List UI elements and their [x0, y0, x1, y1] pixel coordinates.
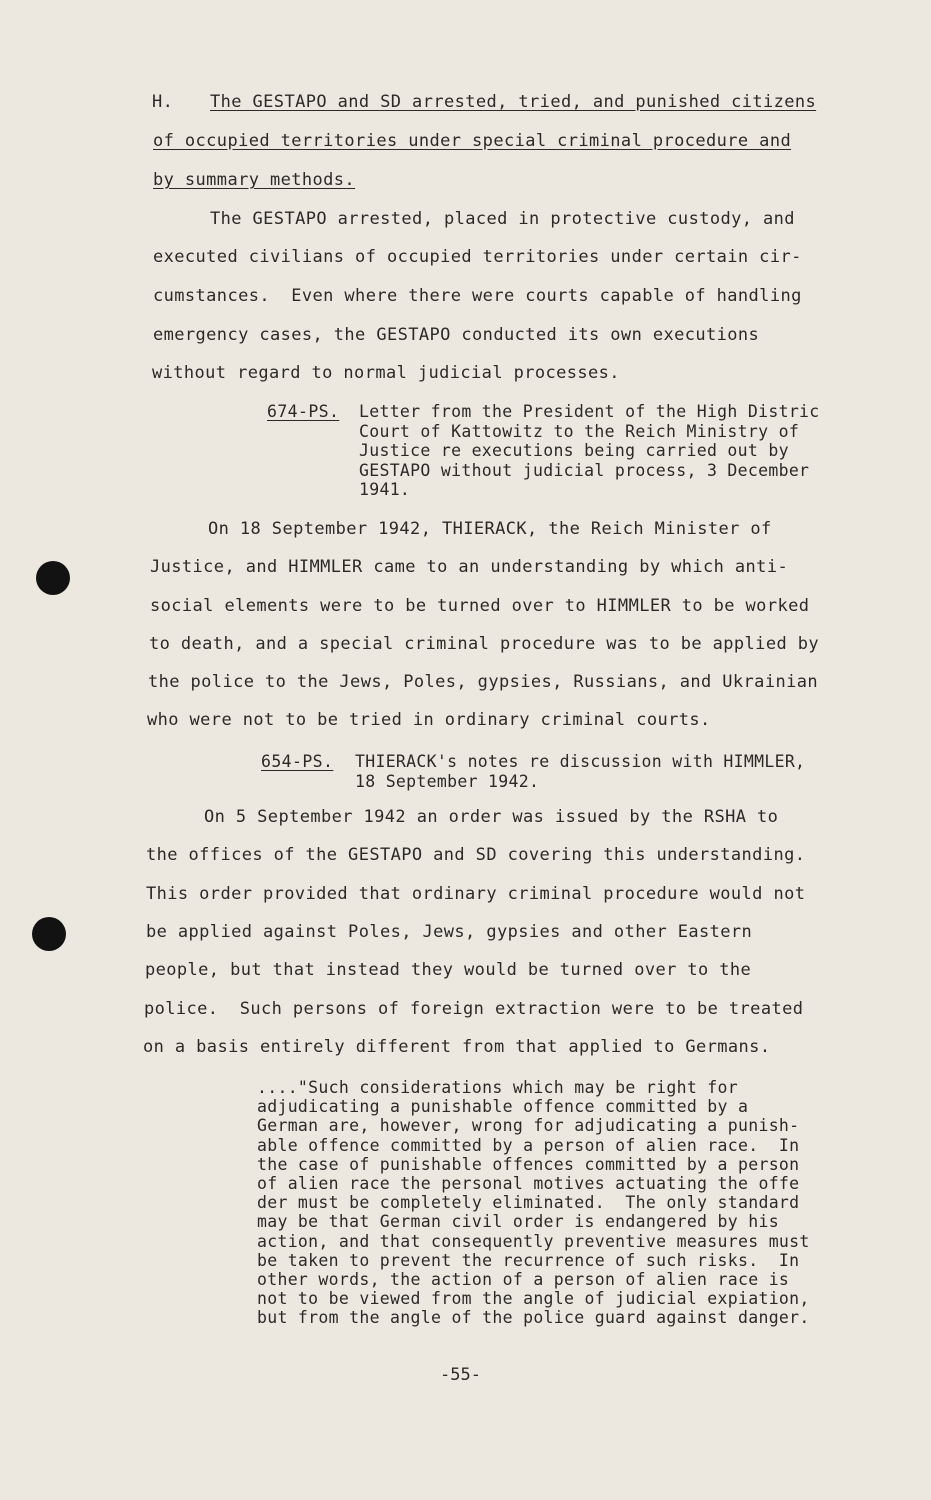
paragraph-1-line: without regard to normal judicial processes. — [152, 363, 620, 383]
citation-ref: 674-PS. — [267, 402, 340, 421]
paragraph-3-line: This order provided that ordinary criminal procedure would not — [146, 884, 806, 904]
citation-text: THIERACK's notes re discussion with HIMMLER, 18 September 1942. — [355, 752, 806, 791]
paragraph-3-line: be applied against Poles, Jews, gypsies and other Eastern — [146, 922, 753, 942]
section-letter: H. — [152, 92, 174, 112]
citation-ref: 654-PS. — [261, 752, 334, 771]
paragraph-1-line: emergency cases, the GESTAPO conducted its own executions — [153, 325, 760, 345]
section-heading-line-3: by summary methods. — [153, 170, 356, 190]
paragraph-2-line: Justice, and HIMMLER came to an understanding by which anti- — [150, 557, 789, 577]
paragraph-1-line: The GESTAPO arrested, placed in protective custody, and — [210, 209, 795, 229]
paragraph-3-line: people, but that instead they would be turned over to the — [145, 960, 752, 980]
paragraph-3-line: the offices of the GESTAPO and SD covering this understanding. — [146, 845, 806, 865]
page-number: -55- — [440, 1365, 481, 1385]
paragraph-2-line: the police to the Jews, Poles, gypsies, Russians, and Ukrainian — [148, 672, 818, 692]
block-quote: ...."Such considerations which may be right for adjudicating a punishable offence committed by a German are, however, wrong for adjudicating a punish- able offence committed by a person of alien race. In the case of punishable offences committed by a person of alien race the personal motives actuating the offe der must be completely eliminated. The only standard may be that German civil order is endangered by his action, and that consequently preventive measures must be taken to prevent the recurrence of such risks. In other words, the action of a person of alien race is not to be viewed from the angle of judicial expiation, but from the angle of the police guard against danger. — [257, 1078, 810, 1328]
punch-hole-top — [36, 561, 70, 595]
paragraph-1-line: executed civilians of occupied territories under certain cir- — [153, 247, 802, 267]
paragraph-2-line: who were not to be tried in ordinary criminal courts. — [147, 710, 711, 730]
section-heading-line-2: of occupied territories under special criminal procedure and — [153, 131, 792, 151]
paragraph-2-line: On 18 September 1942, THIERACK, the Reich Minister of — [208, 519, 772, 539]
punch-hole-bottom — [32, 917, 66, 951]
section-heading-line-1: The GESTAPO and SD arrested, tried, and punished citizens — [210, 92, 817, 112]
paragraph-2-line: social elements were to be turned over to HIMMLER to be worked — [150, 596, 810, 616]
paragraph-2-line: to death, and a special criminal procedure was to be applied by — [149, 634, 819, 654]
paragraph-3-line: police. Such persons of foreign extraction were to be treated — [144, 999, 804, 1019]
citation-text: Letter from the President of the High Distric Court of Kattowitz to the Reich Ministry of Justice re executions being carried out by GESTAPO without judicial process, 3 December 1941. — [359, 402, 820, 499]
paragraph-3-line: on a basis entirely different from that applied to Germans. — [143, 1037, 771, 1057]
paragraph-3-line: On 5 September 1942 an order was issued by the RSHA to — [204, 807, 779, 827]
paragraph-1-line: cumstances. Even where there were courts capable of handling — [153, 286, 802, 306]
